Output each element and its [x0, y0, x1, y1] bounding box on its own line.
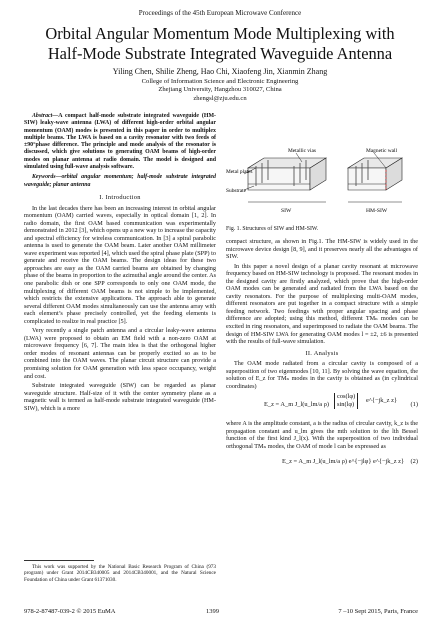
eq2-number: (2)	[410, 457, 418, 465]
eq1-lhs: E_z = A_m J_l(u_lm/a ρ)	[264, 401, 330, 409]
title-line-1: Orbital Angular Momentum Mode Multiplexing with	[45, 24, 395, 43]
affiliation	[20, 78, 420, 103]
eq1-exp: e^{−jk_z z}	[366, 397, 398, 405]
footer-page-number: 1399	[206, 608, 219, 615]
siw-substrate	[248, 168, 310, 190]
section-1-heading: I. Introduction	[99, 193, 141, 201]
intro-paragraph-3: Substrate integrated waveguide (SIW) can be regarded as planar waveguide structure. Half-size of it with the center symmetry plane as a magnetic wall is termed as half-mode substrate integrated waveguide (HM-SIW), which is a more	[24, 382, 216, 412]
footer-date: 7 –10 Sept 2015, Paris, France	[338, 608, 418, 615]
equation-1	[226, 392, 418, 420]
siw-drawing	[248, 158, 326, 190]
label-metal-vias: Metallic vias	[288, 148, 316, 154]
figure-1	[226, 146, 418, 226]
author-email: zhengsl@zju.edu.cn	[193, 94, 247, 102]
footer-isbn: 978-2-87487-039-2 © 2015 EuMA	[24, 608, 116, 615]
footnote-rule	[24, 560, 94, 561]
conference-header: Proceedings of the 45th European Microwave Conference	[138, 9, 302, 17]
intro-paragraph-1: In the last decades there has been an increasing interest in orbital angular momentum (OAM) carried waves, especially in optical domain [1, 2]. In radio domain, the first OAM based communication was experimentally demonstrated in 2012 [3], which opens up a new way to increase the capacity and spectral efficiency for wireless communication. In [3] a spiral parabolic antenna is used to generate the OAM beam. Later another OAM millimeter wave experiment was reported [4], which used the spiral phase plate (SPP) to generate and receive the OAM beams. The design ideas for these two approaches are easy as the OAM carried beams are obtained by changing phase of the beams in proportion to the azimuthal angle around the center. As one parabolic dish or one SPP corresponds to only one OAM mode, the multiplexing of different OAM beams is not simple to be implemented, which restricts the extensive applications. The approach able to generate several different OAM modes simultaneously can use the antenna array with each element’s phase precisely controlled, yet the feeding elements is complicated to realize in real practice [5].	[24, 204, 216, 325]
figure-1-caption: Fig. 1. Structures of SIW and HM-SIW.	[226, 226, 319, 232]
analysis-paragraph-1: The OAM mode radiated from a circular cavity is composed of a superposition of two eigenmodes [10, 11]. By solving the wave equation, the solution of E_z for TMₙ modes in the cavity is obtained as (in cylindrical coordinates)	[226, 360, 418, 390]
label-magnetic-wall: Magnetic wall	[366, 148, 397, 154]
affiliation-line-2: Zhejiang University, Hangzhou 310027, China	[158, 86, 282, 94]
left-column	[24, 113, 216, 412]
label-siw: SIW	[281, 208, 292, 214]
keywords	[24, 174, 216, 189]
eq1-number: (1)	[410, 401, 418, 409]
analysis-paragraph-2: where A is the amplitude constant, a is the radius of circular cavity, k_z is the propagation constant and u_lm gives the mth solution to the lth Bessel function of the first kind J_l(x). With the superposition of two individual orthogonal TMₙ modes, the OAM of mode l can be expressed as	[226, 420, 418, 451]
author-list: Yiling Chen, Shilie Zheng, Hao Chi, Xiaofeng Jin, Xianmin Zhang	[112, 67, 328, 76]
hmsiw-substrate	[348, 168, 386, 190]
paper-title	[20, 24, 420, 64]
eq2-body: E_z = A_m J_l(u_lm/a ρ) e^{−jlφ} e^{−jk_z z}	[282, 457, 405, 465]
abstract-text: —A compact half-mode substrate integrated waveguide (HM-SIW) leaky-wave antenna (LWA) of different high-order orbital angular momentum (OAM) modes is presented in this paper in order to multiplex multiple beams. The LWA is based on a cavity resonator with two feeds of ±90°phase difference. The principle and mode analysis of the resonator is discussed, which give solutions to generating OAM beams of high-order modes on planar antenna at radio domain. The model is designed and simulated using full-wave analysis software.	[24, 113, 216, 171]
siw-structure-diagram	[226, 146, 418, 226]
footnote-text: This work was supported by the National Basic Research Program of China (973 program) under Grant 2014CB340005 and 2014CB340001, and the Natural Science Foundation of China under Grant 61371030.	[24, 564, 216, 583]
label-hmsiw: HM-SIW	[366, 208, 388, 214]
eq1-cos: cos(lφ)	[337, 393, 356, 401]
right-paragraph-continued: compact structure, as shown in Fig.1. The HM-SIW is widely used in the microwave device design [8, 9], and it preserves nearly all the advantages of SIW.	[226, 238, 418, 261]
equation-2	[226, 454, 418, 472]
label-metal-plates: Metal plates	[226, 169, 253, 175]
intro-paragraph-2: Very recently a single patch antenna and a circular leaky-wave antenna (LWA) were proposed to obtain an EM field with a non-zero OAM at microwave frequency [6, 7]. The main idea is that the orthogonal higher order modes of resonant antennas can be properly excited so as to be combined into the OAM waves. The planar circuit structure can provide a promising solution for OAM generation with less space occupancy, weight and cost.	[24, 327, 216, 380]
right-paragraph-2: In this paper a novel design of a planar cavity resonant at microwave frequency based on HM-SIW technology is proposed. The resonant modes in the designed cavity are firstly analyzed, which prove that the high-order OAM modes can be generated and radiated from the LWA based on the cavity resonators. For the purpose of multiplexing multi-OAM modes, different resonators are put together in a compact structure with a simple feeding network. Two feedings with proper angular spacing and phase difference are adopted; using this method, different TMₙ modes can be excited in ring resonators, and superimposed to radiate the OAM beams. The design of HM-SIW LWA for generating OAM modes l = ±2, ±6 is presented with the results of full-wave simulation.	[226, 262, 418, 346]
label-substrate: Substrate	[226, 188, 247, 194]
keywords-text: —orbital angular momentum; half-mode substrate integrated waveguide; planar antenna	[24, 174, 216, 188]
affiliation-line-1: College of Information Science and Electronic Engineering	[141, 78, 299, 85]
footnote	[24, 564, 216, 583]
eq1-sin: sin(lφ)	[337, 401, 355, 409]
hmsiw-drawing	[348, 158, 402, 190]
keywords-label: Keywords	[32, 174, 56, 181]
title-line-2: Half-Mode Substrate Integrated Waveguide Antenna	[47, 44, 393, 63]
abstract-label: Abstract	[32, 113, 53, 119]
right-column	[226, 238, 418, 472]
abstract	[24, 113, 216, 171]
section-2-heading: II. Analysis	[305, 349, 339, 357]
eq1-bracket	[334, 393, 358, 409]
